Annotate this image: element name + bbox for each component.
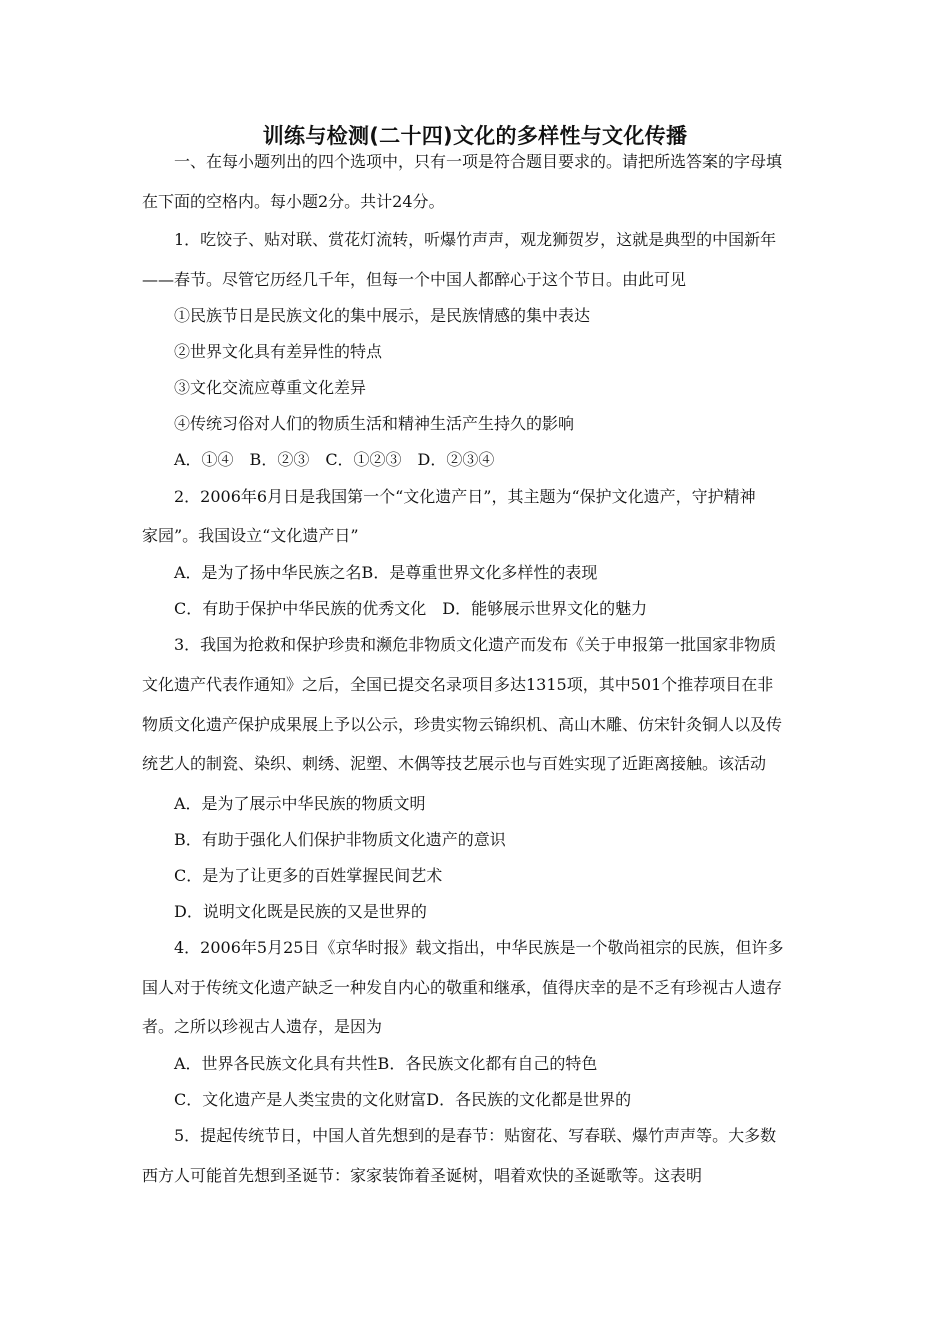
q3-stem-line-2: 文化遗产代表作通知》之后，全国已提交名录项目多达1315项，其中501个推荐项目在非 bbox=[142, 675, 774, 694]
q4-stem-line-2: 国人对于传统文化遗产缺乏一种发自内心的敬重和继承，值得庆幸的是不乏有珍视古人遗存 bbox=[142, 978, 783, 997]
q4-stem-line-3: 者。之所以珍视古人遗存，是因为 bbox=[142, 1017, 383, 1036]
q4-options-ab: A．世界各民族文化具有共性B．各民族文化都有自己的特色 bbox=[174, 1054, 598, 1073]
q3-option-a: A．是为了展示中华民族的物质文明 bbox=[174, 794, 426, 813]
q4-stem-line-1: 4．2006年5月25日《京华时报》载文指出，中华民族是一个敬尚祖宗的民族，但许多 bbox=[174, 938, 784, 957]
q1-stem-line-1: 1．吃饺子、贴对联、赏花灯流转，听爆竹声声，观龙狮贺岁，这就是典型的中国新年 bbox=[174, 230, 777, 249]
q1-statement-4: ④传统习俗对人们的物质生活和精神生活产生持久的影响 bbox=[174, 414, 575, 433]
section-instruction-line-1: 一、在每小题列出的四个选项中，只有一项是符合题目要求的。请把所选答案的字母填 bbox=[174, 152, 783, 171]
q1-statement-1: ①民族节日是民族文化的集中展示，是民族情感的集中表达 bbox=[174, 306, 591, 325]
q5-stem-line-2: 西方人可能首先想到圣诞节：家家装饰着圣诞树，唱着欢快的圣诞歌等。这表明 bbox=[142, 1166, 703, 1185]
q2-options-ab: A．是为了扬中华民族之名B．是尊重世界文化多样性的表现 bbox=[174, 563, 598, 582]
section-instruction-line-2: 在下面的空格内。每小题2分。共计24分。 bbox=[142, 192, 445, 211]
q3-stem-line-1: 3．我国为抢救和保护珍贵和濒危非物质文化遗产而发布《关于申报第一批国家非物质 bbox=[174, 635, 777, 654]
q1-stem-line-2: ——春节。尽管它历经几千年，但每一个中国人都醉心于这个节日。由此可见 bbox=[142, 270, 687, 289]
q1-statement-3: ③文化交流应尊重文化差异 bbox=[174, 378, 367, 397]
q2-stem-line-1: 2．2006年6月日是我国第一个“文化遗产日”，其主题为“保护文化遗产，守护精神 bbox=[174, 487, 756, 506]
q3-stem-line-4: 统艺人的制瓷、染织、刺绣、泥塑、木偶等技艺展示也与百姓实现了近距离接触。该活动 bbox=[142, 754, 767, 773]
q3-option-d: D．说明文化既是民族的又是世界的 bbox=[174, 902, 427, 921]
q3-stem-line-3: 物质文化遗产保护成果展上予以公示，珍贵实物云锦织机、高山木雕、仿宋针灸铜人以及传 bbox=[142, 715, 783, 734]
q1-options: A．①④ B．②③ C．①②③ D．②③④ bbox=[174, 450, 495, 469]
q4-options-cd: C．文化遗产是人类宝贵的文化财富D．各民族的文化都是世界的 bbox=[174, 1090, 632, 1109]
q5-stem-line-1: 5．提起传统节日，中国人首先想到的是春节：贴窗花、写春联、爆竹声声等。大多数 bbox=[174, 1126, 777, 1145]
q3-option-c: C．是为了让更多的百姓掌握民间艺术 bbox=[174, 866, 443, 885]
page-title: 训练与检测(二十四)文化的多样性与文化传播 bbox=[262, 124, 688, 148]
q1-statement-2: ②世界文化具有差异性的特点 bbox=[174, 342, 383, 361]
q3-option-b: B．有助于强化人们保护非物质文化遗产的意识 bbox=[174, 830, 506, 849]
q2-options-cd: C．有助于保护中华民族的优秀文化 D．能够展示世界文化的魅力 bbox=[174, 599, 648, 618]
q2-stem-line-2: 家园”。我国设立“文化遗产日” bbox=[142, 526, 359, 545]
